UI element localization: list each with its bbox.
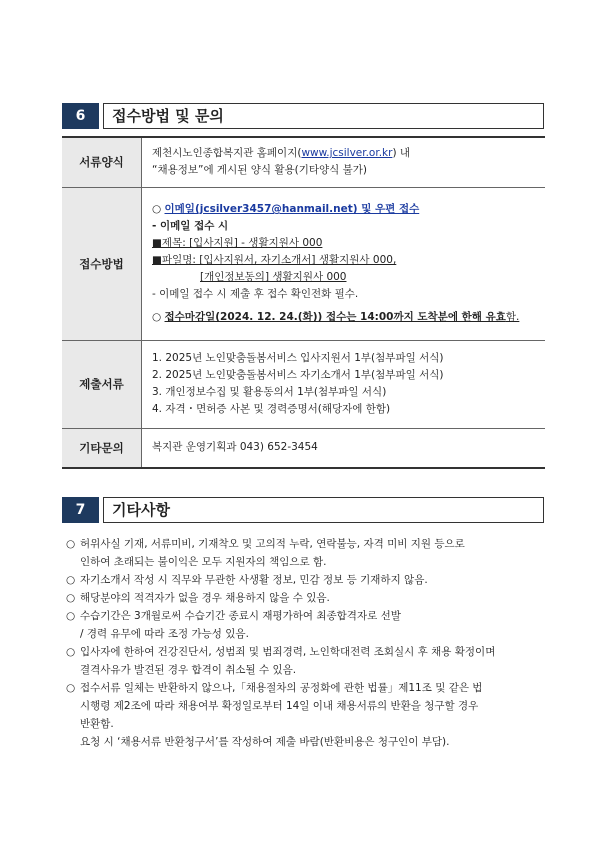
circle-bullet-icon: ○ [66,538,76,550]
section-6-header [62,103,544,129]
circle-bullet-icon: ○ [66,610,76,622]
method-value [142,187,546,340]
email-link[interactable]: 이메일(jcsilver3457@hanmail.net) 및 우편 접수 [164,203,420,215]
note-item [66,643,556,679]
note-line: 시행령 제2조에 따라 채용여부 확정일로부터 14일 이내 채용서류의 반환을 청구할 경우 [80,700,479,712]
note-line: 반환함. [80,718,114,730]
note-item [66,571,556,589]
email-subject: ■제목: [입사지원] - 생활지원사 000 [152,237,323,249]
application-info-table [62,136,545,469]
note-line: 결격사유가 발견된 경우 합격이 취소될 수 있음. [80,664,297,676]
note-line: 해당분야의 적격자가 없을 경우 채용하지 않을 수 있음. [80,592,330,604]
section-6-number: 6 [62,103,99,129]
note-line: 요청 시 ‘채용서류 반환청구서’를 작성하여 제출 바람(반환비용은 청구인이 부담). [80,736,450,748]
deadline-text: 접수마감일(2024. 12. 24.(화)) 접수는 14:00까지 도착분에 한해 유효 [164,311,506,323]
row-docs-format [62,137,545,187]
email-bullet: ○ [152,203,162,215]
inquiry-label: 기타문의 [62,428,142,468]
docs-format-value [142,137,546,187]
inquiry-value: 복지관 운영기획과 043) 652-3454 [142,428,546,468]
row-method [62,187,545,340]
section-7-number: 7 [62,497,99,523]
note-item [66,679,556,751]
docs-format-text: 제천시노인종합복지관 홈페이지( [152,147,302,160]
note-line: 입사자에 한하여 건강진단서, 성범죄 및 범죄경력, 노인학대전력 조회실시 후 채용 확정이며 [80,646,496,658]
homepage-link[interactable]: www.jcsilver.or.kr [301,147,393,160]
submit-docs-label: 제출서류 [62,340,142,428]
note-item [66,589,556,607]
note-item [66,607,556,643]
docs-format-note: “채용정보”에 게시된 양식 활용(기타양식 불가) [152,164,367,177]
row-inquiry [62,428,545,468]
section-7-header [62,497,544,523]
note-line: 인하여 초래되는 불이익은 모두 지원자의 책임으로 함. [80,556,327,568]
submit-doc-item: 3. 개인정보수집 및 활용동의서 1부(첨부파일 서식) [152,386,387,398]
submit-docs-value [142,340,546,428]
other-notes-list [66,535,556,751]
email-case: - 이메일 접수 시 [152,220,229,232]
note-line: 자기소개서 작성 시 직무와 무관한 사생활 정보, 민감 정보 등 기재하지 않음. [80,574,428,586]
circle-bullet-icon: ○ [66,646,76,658]
circle-bullet-icon: ○ [66,592,76,604]
section-6-title: 접수방법 및 문의 [103,103,544,129]
note-line: 접수서류 일체는 반환하지 않으나,「채용절차의 공정화에 관한 법률」제11조 및 같은 법 [80,682,483,694]
confirm-call-note: - 이메일 접수 시 제출 후 접수 확인전화 필수. [152,288,359,300]
submit-doc-item: 2. 2025년 노인맞춤돌봄서비스 자기소개서 1부(첨부파일 서식) [152,369,444,381]
row-submit-docs [62,340,545,428]
note-item [66,535,556,571]
method-label: 접수방법 [62,187,142,340]
circle-bullet-icon: ○ [66,682,76,694]
deadline-bullet: ○ [152,311,162,323]
email-filename-2: [개인정보동의] 생활지원사 000 [200,271,347,283]
note-line: 수습기간은 3개월로써 수습기간 종료시 재평가하여 최종합격자로 선발 [80,610,401,622]
note-line: / 경력 유무에 따라 조정 가능성 있음. [80,628,249,640]
note-line: 허위사실 기재, 서류미비, 기재착오 및 고의적 누락, 연락불능, 자격 미비 지원 등으로 [80,538,465,550]
submit-doc-item: 4. 자격・면허증 사본 및 경력증명서(해당자에 한함) [152,403,391,415]
deadline-suffix: 함. [505,311,520,323]
circle-bullet-icon: ○ [66,574,76,586]
section-7-title: 기타사항 [103,497,544,523]
docs-format-suffix: ) 내 [392,147,411,160]
email-filename-1: ■파일명: [입사지원서, 자기소개서] 생활지원사 000, [152,254,397,266]
docs-format-label: 서류양식 [62,137,142,187]
submit-doc-item: 1. 2025년 노인맞춤돌봄서비스 입사지원서 1부(첨부파일 서식) [152,352,444,364]
